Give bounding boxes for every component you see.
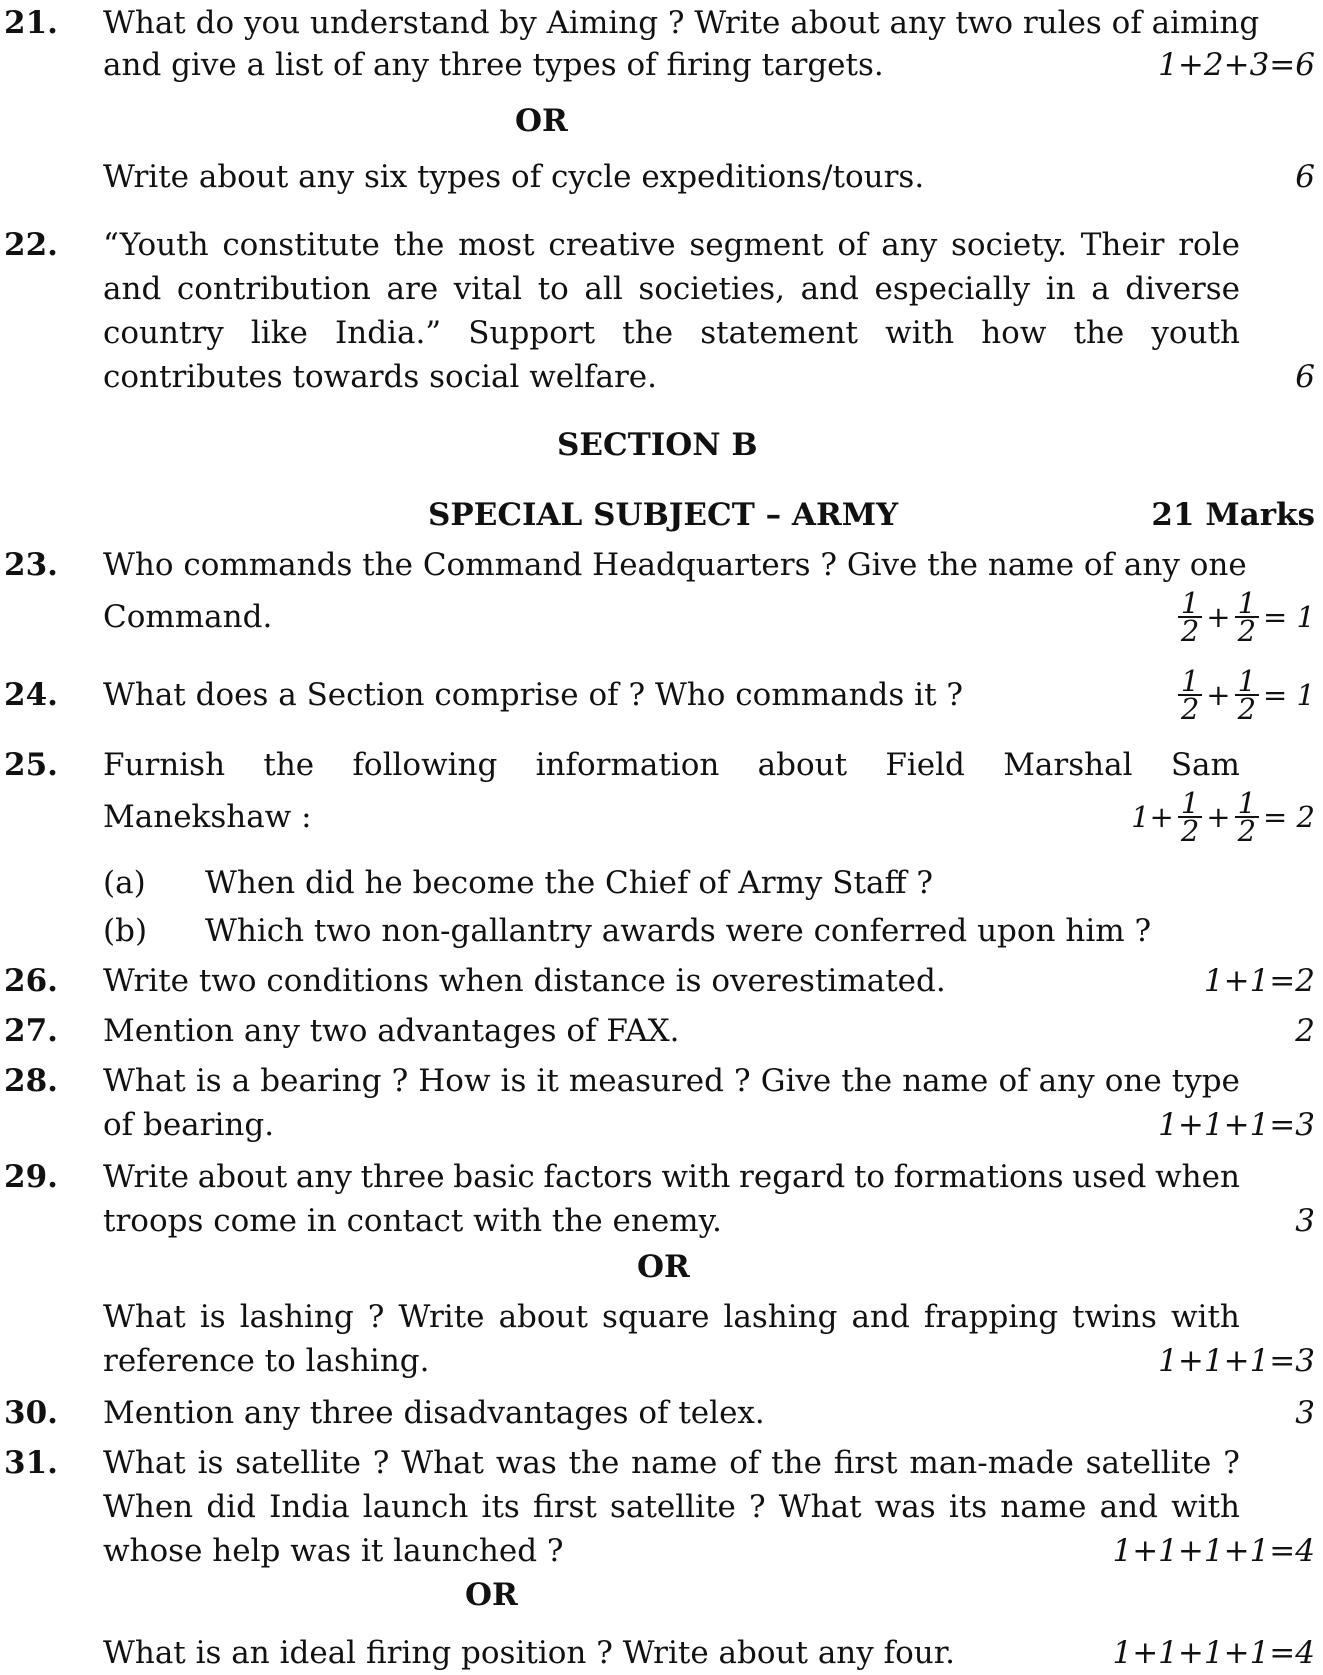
question-text <box>103 1446 1240 1480</box>
question-number: 29. <box>4 1159 58 1195</box>
word: satellite <box>235 1445 361 1481</box>
word: Their <box>1080 227 1165 263</box>
marks: 3 <box>1295 1395 1315 1431</box>
question-text: What is an ideal firing position ? Write about any four. <box>103 1635 956 1671</box>
marks: 1+1+1=3 <box>1158 1107 1315 1143</box>
fraction: 1 2 <box>1178 668 1202 722</box>
word: used <box>1072 1159 1147 1195</box>
word: the <box>568 1445 620 1481</box>
sub-question-text: Which two non-gallantry awards were conferred upon him ? <box>205 913 1152 949</box>
word: its <box>948 1489 988 1525</box>
word: any <box>1038 1063 1095 1099</box>
word: Give <box>760 1063 832 1099</box>
word: first <box>833 1445 898 1481</box>
word: ? <box>391 1063 409 1099</box>
question-text: Write two conditions when distance is overestimated. <box>103 963 946 999</box>
word: is <box>500 1063 527 1099</box>
question-text <box>103 1064 1240 1098</box>
word: “Youth <box>103 227 209 263</box>
word: role <box>1178 227 1240 263</box>
word: it <box>536 1063 559 1099</box>
sub-question-label: (b) <box>103 913 148 949</box>
word: factors <box>543 1159 653 1195</box>
word: Sam <box>1170 747 1240 783</box>
marks: 3 <box>1295 1203 1315 1239</box>
word: with <box>1171 1489 1240 1525</box>
question-text: Write about any six types of cycle expeditions/tours. <box>103 159 925 195</box>
word: name <box>902 1063 989 1099</box>
question-text: What does a Section comprise of ? Who commands it ? <box>103 677 964 713</box>
word: was <box>874 1489 936 1525</box>
word: to <box>853 1159 886 1195</box>
question-text: troops come in contact with the enemy. <box>103 1203 722 1239</box>
word: society. <box>951 227 1067 263</box>
word: did <box>206 1489 256 1525</box>
word: diverse <box>1125 271 1240 307</box>
question-text <box>103 228 1240 262</box>
marks: 1+1+1+1=4 <box>1112 1533 1315 1569</box>
word: Field <box>885 747 965 783</box>
word: Write <box>398 1299 485 1335</box>
word: in <box>1045 271 1076 307</box>
question-text: What do you understand by Aiming ? Write about any two rules of aiming <box>103 5 1260 41</box>
word: What <box>778 1489 862 1525</box>
word: What <box>103 1445 186 1481</box>
word: What <box>103 1299 186 1335</box>
word: all <box>584 271 623 307</box>
word: contribution <box>176 271 371 307</box>
marks: 1+1+1=3 <box>1158 1343 1315 1379</box>
marks: 6 <box>1295 159 1315 195</box>
question-text <box>103 748 1240 782</box>
question-text: and give a list of any three types of firing targets. <box>103 47 884 83</box>
word: three <box>360 1159 445 1195</box>
marks: 1 2 + $\frac{1}{2}$ = 1 <box>1178 590 1315 644</box>
marks: 1+1=2 <box>1203 963 1315 999</box>
word: ? <box>367 1299 385 1335</box>
section-subject: SPECIAL SUBJECT – ARMY <box>428 497 899 533</box>
word: satellite <box>610 1489 736 1525</box>
word: statement <box>700 315 859 351</box>
word: the <box>841 1063 893 1099</box>
or-divider: OR <box>465 1577 518 1613</box>
word: of <box>837 227 868 263</box>
word: the <box>1073 315 1125 351</box>
word: ? <box>372 1445 390 1481</box>
word: Marshal <box>1003 747 1133 783</box>
word: bearing <box>260 1063 382 1099</box>
word: especially <box>874 271 1031 307</box>
word: ? <box>1223 1445 1240 1481</box>
word: about <box>498 1299 588 1335</box>
sub-question-label: (a) <box>103 865 146 901</box>
word: Write <box>103 1159 190 1195</box>
section-total-marks: 21 Marks <box>1151 497 1315 533</box>
word: the <box>622 315 674 351</box>
question-text: Command. <box>103 599 273 635</box>
word: about <box>197 1159 288 1195</box>
question-text: whose help was it launched ? <box>103 1533 564 1569</box>
word: the <box>771 1445 822 1481</box>
question-text: Mention any two advantages of FAX. <box>103 1013 680 1049</box>
word: and <box>851 1299 910 1335</box>
word: lashing <box>239 1299 354 1335</box>
marks: 1+2+3=6 <box>1158 47 1315 83</box>
word: man-made <box>909 1445 1074 1481</box>
word: India.” <box>335 315 442 351</box>
word: when <box>1155 1159 1240 1195</box>
question-text: contributes towards social welfare. <box>103 359 657 395</box>
word: with <box>885 315 955 351</box>
question-text: Who commands the Command Headquarters ? Give the name of any one <box>103 547 1247 583</box>
fraction: $\frac{1}{2}$ <box>1178 790 1202 844</box>
word: the <box>263 747 315 783</box>
word: basic <box>453 1159 535 1195</box>
question-text <box>103 316 1240 350</box>
word: its <box>481 1489 520 1525</box>
question-text <box>103 1160 1240 1194</box>
word: and <box>103 271 162 307</box>
word: When <box>103 1489 194 1525</box>
question-number: 30. <box>4 1395 58 1431</box>
word: was <box>495 1445 557 1481</box>
fraction: $\frac{1}{2}$ <box>1235 790 1259 844</box>
word: how <box>981 315 1047 351</box>
word: one <box>1104 1063 1162 1099</box>
word: satellite <box>1085 1445 1212 1481</box>
word: lashing <box>723 1299 838 1335</box>
question-number: 28. <box>4 1063 58 1099</box>
word: constitute <box>222 227 380 263</box>
word: to <box>537 271 569 307</box>
question-number: 25. <box>4 747 58 783</box>
word: India <box>269 1489 350 1525</box>
question-number: 31. <box>4 1445 58 1481</box>
word: and <box>800 271 859 307</box>
section-title: SECTION B <box>557 427 758 463</box>
word: What <box>401 1445 485 1481</box>
word: measured <box>568 1063 724 1099</box>
word: is <box>199 1299 226 1335</box>
word: name <box>1000 1489 1087 1525</box>
word: following <box>352 747 498 783</box>
or-divider: OR <box>515 103 568 139</box>
word: Furnish <box>103 747 226 783</box>
word: any <box>295 1159 352 1195</box>
word: ? <box>734 1063 751 1099</box>
marks: 1+1+1+1=4 <box>1112 1635 1315 1671</box>
question-text <box>103 1300 1240 1334</box>
word: about <box>757 747 848 783</box>
word: first <box>533 1489 597 1525</box>
word: are <box>386 271 439 307</box>
word: of <box>998 1063 1029 1099</box>
word: with <box>661 1159 731 1195</box>
or-divider: OR <box>637 1249 690 1285</box>
word: youth <box>1151 315 1240 351</box>
word: of <box>729 1445 760 1481</box>
word: a <box>1091 271 1110 307</box>
word: like <box>250 315 308 351</box>
word: most <box>458 227 535 263</box>
word: any <box>881 227 938 263</box>
fraction: 1 2 <box>1178 590 1202 644</box>
question-text <box>103 1490 1240 1524</box>
fraction: $\frac{1}{2}$ <box>1235 668 1259 722</box>
question-text <box>103 272 1240 306</box>
word: How <box>418 1063 491 1099</box>
question-number: 24. <box>4 677 58 713</box>
sub-question-text: When did he become the Chief of Army Staff ? <box>205 865 933 901</box>
word: a <box>231 1063 251 1099</box>
question-number: 22. <box>4 227 58 263</box>
fraction: $\frac{1}{2}$ <box>1235 590 1259 644</box>
marks: 1+ $\frac{1}{2}$ + $\frac{1}{2}$ = 2 <box>1131 786 1315 848</box>
word: is <box>197 1445 224 1481</box>
word: ? <box>748 1489 766 1525</box>
question-number: 26. <box>4 963 58 999</box>
marks: 6 <box>1295 359 1315 395</box>
word: information <box>535 747 720 783</box>
marks: 1 2 + $\frac{1}{2}$ = 1 <box>1178 668 1315 722</box>
marks: 2 <box>1295 1013 1315 1049</box>
word: What <box>103 1063 186 1099</box>
question-text: Manekshaw : <box>103 799 312 835</box>
word: is <box>195 1063 222 1099</box>
word: frapping <box>923 1299 1059 1335</box>
word: launch <box>362 1489 469 1525</box>
question-number: 21. <box>4 5 58 41</box>
word: name <box>631 1445 718 1481</box>
word: regard <box>739 1159 846 1195</box>
word: Support <box>468 315 596 351</box>
question-number: 27. <box>4 1013 58 1049</box>
word: the <box>393 227 445 263</box>
word: twins <box>1072 1299 1157 1335</box>
word: creative <box>548 227 676 263</box>
word: vital <box>453 271 523 307</box>
word: country <box>103 315 224 351</box>
word: segment <box>689 227 824 263</box>
word: with <box>1171 1299 1240 1335</box>
word: formations <box>893 1159 1064 1195</box>
question-text: reference to lashing. <box>103 1343 430 1379</box>
word: societies, <box>638 271 786 307</box>
word: type <box>1171 1063 1240 1099</box>
word: square <box>602 1299 710 1335</box>
word: and <box>1099 1489 1158 1525</box>
question-number: 23. <box>4 547 58 583</box>
question-text: Mention any three disadvantages of telex. <box>103 1395 765 1431</box>
question-text: of bearing. <box>103 1107 275 1143</box>
